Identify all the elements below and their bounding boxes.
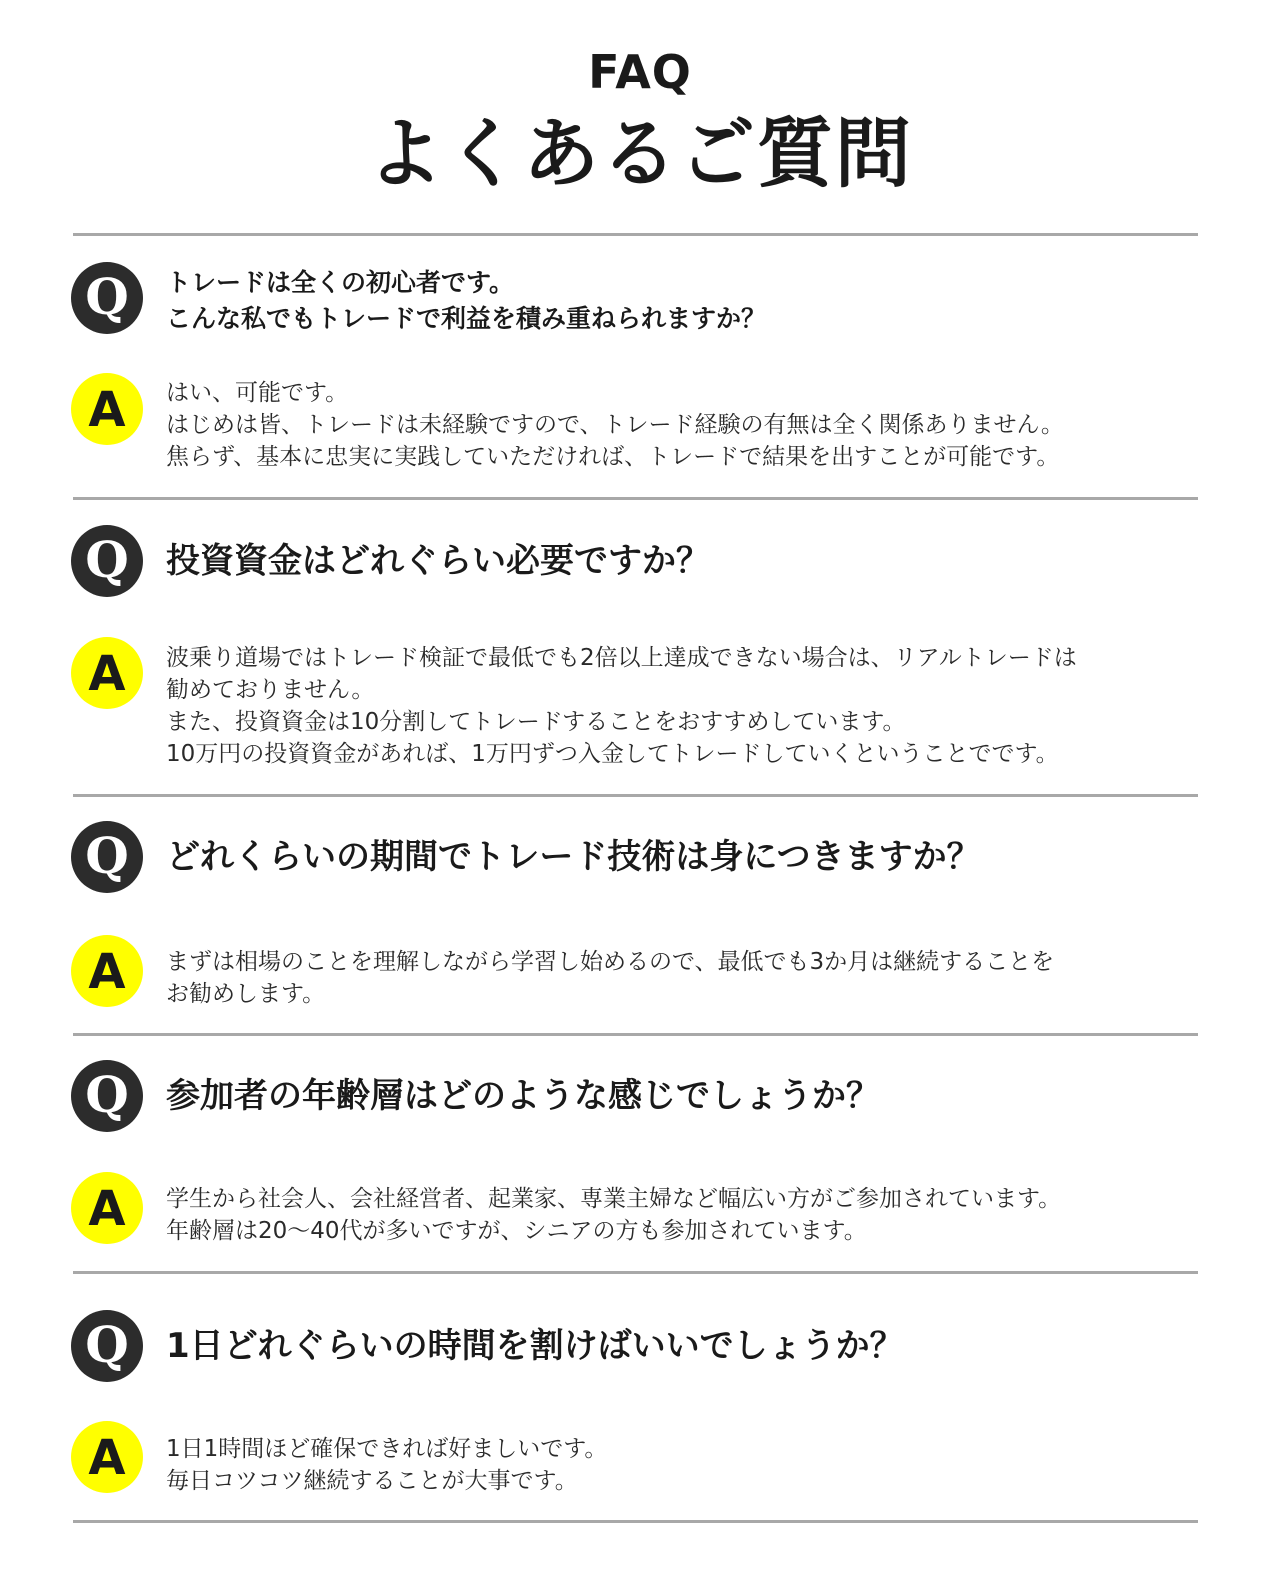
- question-badge: [71, 525, 143, 597]
- divider: [73, 1033, 1198, 1036]
- answer-badge: [71, 1172, 143, 1244]
- answer-badge: [71, 1421, 143, 1493]
- answer-badge-letter: A: [88, 1430, 126, 1486]
- divider: [73, 1520, 1198, 1523]
- answer-line: 年齢層は20～40代が多いですが、シニアの方も参加されています。: [166, 1218, 867, 1244]
- divider: [73, 794, 1198, 797]
- faq-label: FAQ: [588, 45, 692, 99]
- divider: [73, 497, 1198, 500]
- answer-text: [166, 946, 1196, 1010]
- answer-line: 学生から社会人、会社経営者、起業家、専業主婦など幅広い方がご参加されています。: [166, 1186, 1062, 1212]
- question-text: [166, 836, 1196, 878]
- divider: [73, 1271, 1198, 1274]
- answer-text: [166, 1433, 1196, 1497]
- answer-line: 焦らず、基本に忠実に実践していただければ、トレードで結果を出すことが可能です。: [166, 444, 1060, 470]
- question-text: [166, 1075, 1196, 1117]
- answer-line: お勧めします。: [166, 981, 326, 1007]
- answer-badge-letter: A: [88, 944, 126, 1000]
- answer-line: はい、可能です。: [166, 380, 349, 406]
- answer-line: 10万円の投資資金があれば、1万円ずつ入金してトレードしていくということでです。: [166, 741, 1059, 767]
- answer-line: また、投資資金は10分割してトレードすることをおすすめしています。: [166, 709, 906, 735]
- question-text: [166, 265, 1196, 337]
- answer-text: [166, 1183, 1196, 1247]
- answer-line: 勧めておりません。: [166, 677, 375, 703]
- answer-badge-letter: A: [88, 382, 126, 438]
- answer-line: 毎日コツコツ継続することが大事です。: [166, 1468, 578, 1494]
- answer-text: [166, 642, 1196, 770]
- answer-badge: [71, 373, 143, 445]
- question-text: [166, 1325, 1196, 1367]
- page-title: よくあるご質問: [367, 109, 913, 198]
- question-badge-letter: Q: [85, 1065, 129, 1124]
- question-line: 参加者の年齢層はどのような感じでしょうか？: [166, 1076, 880, 1116]
- question-line: こんな私でもトレードで利益を積み重ねられますか？: [166, 304, 767, 333]
- question-line: 1日どれぐらいの時間を割けばいいでしょうか？: [166, 1326, 904, 1366]
- question-badge-letter: Q: [85, 267, 129, 326]
- question-text: [166, 540, 1196, 582]
- answer-line: まずは相場のことを理解しながら学習し始めるので、最低でも3か月は継続することを: [166, 949, 1055, 975]
- answer-badge: [71, 935, 143, 1007]
- question-badge-letter: Q: [85, 530, 129, 589]
- question-line: どれくらいの期間でトレード技術は身につきますか？: [166, 837, 981, 877]
- question-line: 投資資金はどれぐらい必要ですか？: [166, 541, 710, 581]
- answer-badge: [71, 637, 143, 709]
- question-line: トレードは全くの初心者です。: [166, 268, 515, 297]
- question-badge: [71, 262, 143, 334]
- answer-line: 1日1時間ほど確保できれば好ましいです。: [166, 1436, 608, 1462]
- answer-line: はじめは皆、トレードは未経験ですので、トレード経験の有無は全く関係ありません。: [166, 412, 1064, 438]
- answer-badge-letter: A: [88, 1181, 126, 1237]
- question-badge: [71, 1060, 143, 1132]
- question-badge: [71, 1310, 143, 1382]
- answer-badge-letter: A: [88, 646, 126, 702]
- question-badge-letter: Q: [85, 1315, 129, 1374]
- answer-line: 波乗り道場ではトレード検証で最低でも2倍以上達成できない場合は、リアルトレードは: [166, 645, 1077, 671]
- question-badge: [71, 821, 143, 893]
- question-badge-letter: Q: [85, 826, 129, 885]
- divider: [73, 233, 1198, 236]
- answer-text: [166, 377, 1196, 473]
